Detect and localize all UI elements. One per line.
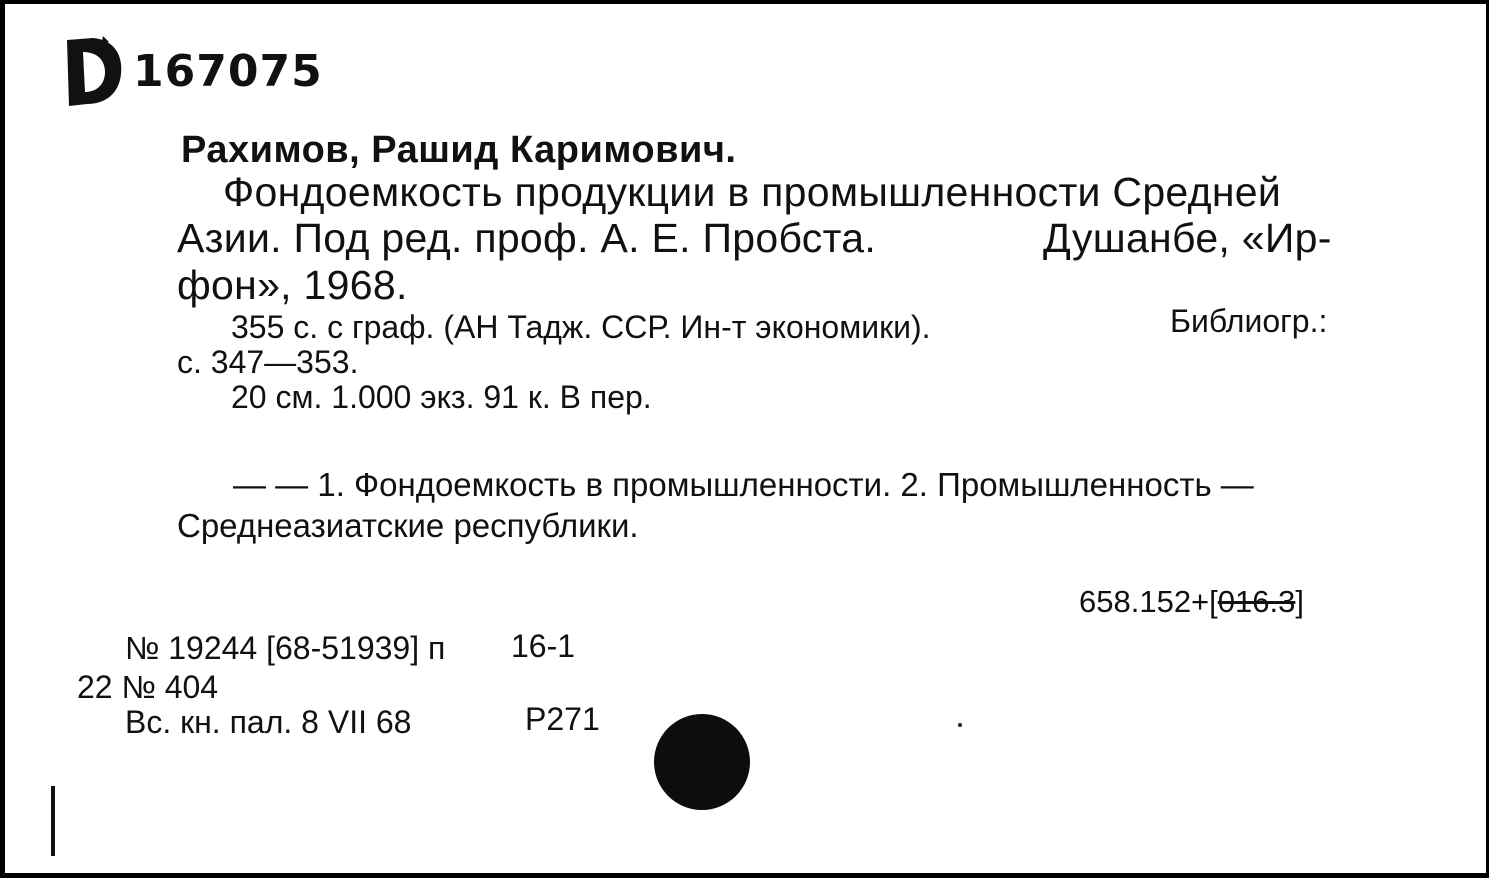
physical-description-line-1: 355 с. с граф. (АН Тадж. ССР. Ин-т экономики). bbox=[231, 309, 931, 345]
registry-line-1: № 19244 [68-51939] п bbox=[125, 630, 446, 666]
registry-line-2: 22 № 404 bbox=[77, 669, 219, 705]
physical-description-line-3: 20 см. 1.000 экз. 91 к. В пер. bbox=[231, 379, 652, 415]
ink-speck bbox=[958, 723, 962, 727]
margin-mark bbox=[51, 786, 55, 856]
title-line-3: фон», 1968. bbox=[177, 262, 408, 308]
publisher-place: Душанбе, «Ир- bbox=[1043, 215, 1332, 261]
registry-code-1: 16-1 bbox=[511, 628, 576, 664]
author-heading: Рахимов, Рашид Каримович. bbox=[181, 129, 737, 171]
classification-main: 658.152+[ bbox=[1079, 584, 1218, 619]
registry-code-2: Р271 bbox=[525, 701, 600, 737]
title-line-2: Азии. Под ред. проф. А. Е. Пробста. bbox=[177, 215, 877, 261]
registry-line-3: Вс. кн. пал. 8 VII 68 bbox=[125, 704, 412, 740]
letter-d-stamp-icon bbox=[63, 34, 125, 108]
catalog-number: 167075 bbox=[133, 46, 323, 97]
classification-close: ] bbox=[1295, 584, 1304, 619]
physical-description-line-2: с. 347—353. bbox=[177, 344, 359, 380]
classification-struck: 016.3 bbox=[1217, 584, 1296, 619]
subject-line-1: — — 1. Фондоемкость в промышленности. 2. Промышленность — bbox=[233, 466, 1254, 503]
subject-line-2: Среднеазиатские республики. bbox=[177, 507, 639, 544]
title-line-1: Фондоемкость продукции в промышленности Средней bbox=[223, 169, 1282, 215]
punch-hole bbox=[654, 714, 750, 810]
classification-code bbox=[1079, 584, 1304, 620]
bibliography-label: Библиогр.: bbox=[1170, 303, 1328, 339]
